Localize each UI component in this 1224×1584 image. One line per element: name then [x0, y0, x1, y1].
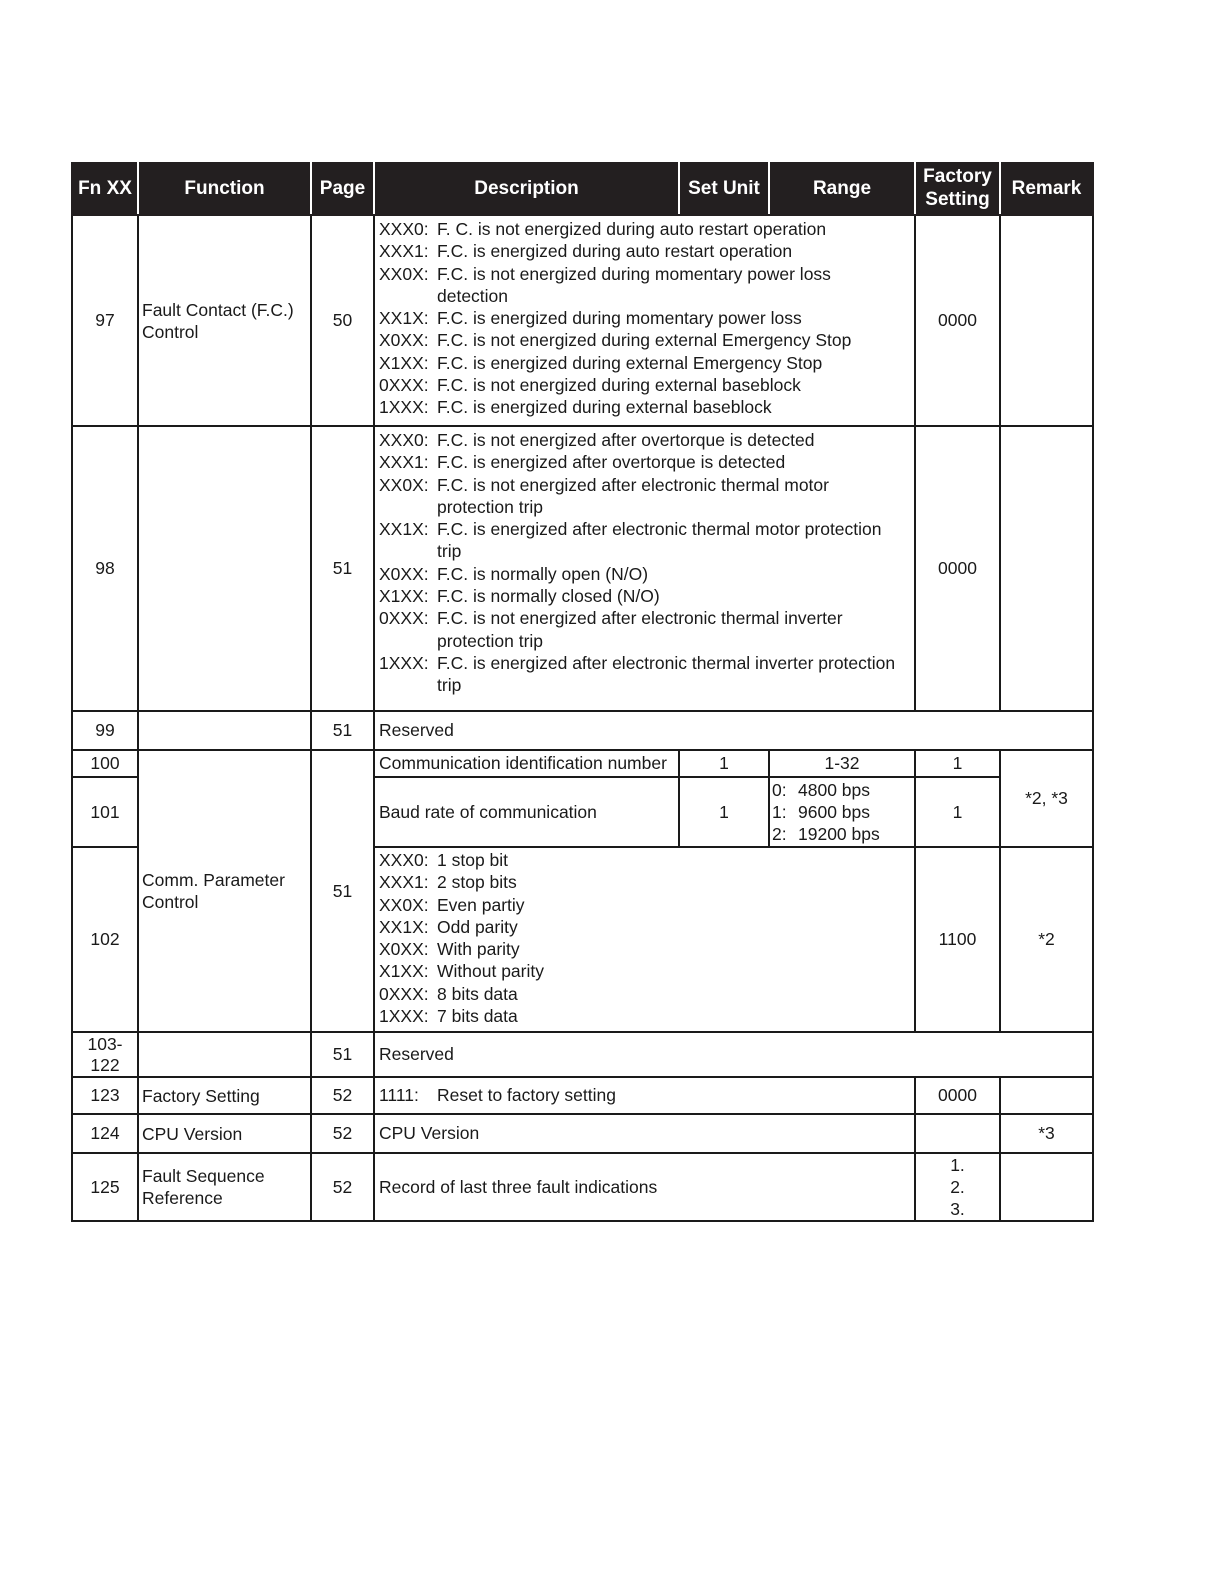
description-cell: [374, 1077, 915, 1114]
header-fn: Fn XX: [72, 163, 138, 215]
range-list: [772, 779, 914, 846]
setting-text: F.C. is energized after overtorque is detected: [437, 452, 786, 473]
setting-code: 1XXX:: [379, 1006, 429, 1027]
factory-cell: 1100: [915, 847, 1000, 1032]
range-text: 19200 bps: [798, 824, 880, 845]
description-cell: CPU Version: [374, 1114, 915, 1153]
setting-text: F.C. is energized during external Emergency Stop: [437, 352, 823, 373]
header-page: Page: [311, 163, 374, 215]
fn-cell: 123: [72, 1077, 138, 1114]
setting-code: XXX0:: [379, 219, 429, 239]
fn-cell: 101: [72, 777, 138, 847]
page-cell: 50: [311, 215, 374, 426]
fault-record-item: 3.: [950, 1199, 965, 1219]
page-cell: 51: [311, 750, 374, 1032]
page-cell: 52: [311, 1077, 374, 1114]
fault-record-item: 2.: [950, 1177, 965, 1197]
factory-cell: 0000: [915, 426, 1000, 711]
setting-text: F.C. is energized after electronic thermal motor protection trip: [437, 519, 882, 562]
setting-text: With parity: [437, 939, 520, 960]
fn-cell: 125: [72, 1153, 138, 1221]
description-list: [379, 218, 910, 419]
setting-code: XXX1:: [379, 241, 429, 262]
page-cell: 52: [311, 1153, 374, 1221]
setting-text: 8 bits data: [437, 983, 518, 1004]
setting-text: F.C. is energized during momentary power loss: [437, 308, 802, 329]
setting-text: F.C. is not energized after electronic thermal motor protection trip: [437, 474, 829, 517]
fn-cell: 103-122: [72, 1032, 138, 1077]
remark-cell: *2: [1000, 847, 1093, 1032]
description-cell: Reserved: [374, 1032, 1093, 1077]
description-list: [379, 429, 910, 697]
description-cell: Communication identification number: [374, 750, 679, 777]
page-cell: 51: [311, 426, 374, 711]
range-cell: [769, 777, 915, 847]
setting-text: F.C. is energized after electronic thermal inverter protection trip: [437, 652, 896, 696]
range-code: 0:: [772, 779, 787, 800]
setting-code: X0XX:: [379, 939, 429, 960]
header-factory-setting: Factory Setting: [915, 163, 1000, 215]
range-cell: 1-32: [769, 750, 915, 777]
remark-cell: [1000, 215, 1093, 426]
factory-cell: [915, 1153, 1000, 1221]
set-unit-cell: 1: [679, 750, 769, 777]
setting-text: 2 stop bits: [437, 872, 517, 893]
setting-text: 7 bits data: [437, 1006, 518, 1027]
header-row: [72, 163, 1093, 215]
setting-text: F.C. is normally open (N/O): [437, 563, 649, 584]
function-cell: Factory Setting: [138, 1077, 311, 1114]
fn-cell: 97: [72, 215, 138, 426]
description-cell: Record of last three fault indications: [374, 1153, 915, 1221]
setting-code: X0XX:: [379, 563, 429, 584]
function-cell: Fault Contact (F.C.) Control: [138, 215, 311, 426]
setting-text: F. C. is not energized during auto restart operation: [437, 219, 827, 239]
setting-code: XXX0:: [379, 430, 429, 450]
setting-code: XXX1:: [379, 872, 429, 893]
table-row: [72, 1032, 1093, 1077]
remark-cell: [1000, 1153, 1093, 1221]
remark-cell: *3: [1000, 1114, 1093, 1153]
fault-record-list: [916, 1154, 999, 1220]
table-row: [72, 750, 1093, 777]
setting-code: XX0X:: [379, 263, 429, 284]
set-unit-cell: 1: [679, 777, 769, 847]
header-set-unit: Set Unit: [679, 163, 769, 215]
description-cell: Reserved: [374, 711, 1093, 750]
setting-code: XXX0:: [379, 850, 429, 870]
table-row: [72, 426, 1093, 711]
header-function: Function: [138, 163, 311, 215]
page-cell: 51: [311, 1032, 374, 1077]
setting-code: 0XXX:: [379, 983, 429, 1004]
fn-cell: 98: [72, 426, 138, 711]
table-row: [72, 711, 1093, 750]
range-text: 9600 bps: [798, 801, 871, 822]
setting-code: XX0X:: [379, 474, 429, 495]
header-description: Description: [374, 163, 679, 215]
setting-code: 1XXX:: [379, 397, 429, 418]
function-cell: CPU Version: [138, 1114, 311, 1153]
setting-text: F.C. is not energized during external Emergency Stop: [437, 330, 852, 351]
fn-cell: 99: [72, 711, 138, 750]
range-text: 4800 bps: [798, 779, 871, 800]
description-cell: Baud rate of communication: [374, 777, 679, 847]
setting-code: X1XX:: [379, 961, 429, 982]
description-cell: [374, 426, 915, 711]
factory-cell: 0000: [915, 1077, 1000, 1114]
description-cell: [374, 847, 915, 1032]
setting-code: 1111:: [379, 1085, 419, 1105]
table-row: [72, 1153, 1093, 1221]
parameter-table: [71, 162, 1094, 1222]
setting-text: F.C. is not energized during momentary power loss detection: [437, 263, 831, 306]
function-cell: [138, 426, 311, 711]
fault-record-item: 1.: [950, 1155, 965, 1175]
setting-text: F.C. is not energized after overtorque is detected: [437, 430, 815, 450]
setting-text: F.C. is not energized after electronic thermal inverter protection trip: [437, 608, 843, 651]
fn-cell: 102: [72, 847, 138, 1032]
range-code: 1:: [772, 801, 787, 822]
fn-cell: 124: [72, 1114, 138, 1153]
setting-code: XXX1:: [379, 452, 429, 473]
setting-code: 1XXX:: [379, 652, 429, 673]
setting-text: Odd parity: [437, 916, 518, 937]
setting-text: F.C. is not energized during external baseblock: [437, 375, 801, 396]
table-row: [72, 215, 1093, 426]
setting-code: X0XX:: [379, 330, 429, 351]
description-list: [379, 849, 910, 1027]
header-range: Range: [769, 163, 915, 215]
function-cell: Fault Sequence Reference: [138, 1153, 311, 1221]
header-remark: Remark: [1000, 163, 1093, 215]
setting-code: 0XXX:: [379, 375, 429, 396]
setting-text: Without parity: [437, 961, 544, 982]
setting-code: X1XX:: [379, 586, 429, 607]
setting-code: X1XX:: [379, 352, 429, 373]
factory-cell: 1: [915, 777, 1000, 847]
factory-cell: 1: [915, 750, 1000, 777]
setting-text: 1 stop bit: [437, 850, 509, 870]
setting-text: F.C. is normally closed (N/O): [437, 586, 660, 607]
description-cell: [374, 215, 915, 426]
setting-code: XX1X:: [379, 519, 429, 540]
fn-cell: 100: [72, 750, 138, 777]
remark-cell: [1000, 1077, 1093, 1114]
remark-cell: [1000, 426, 1093, 711]
function-cell: [138, 711, 311, 750]
setting-code: XX0X:: [379, 894, 429, 915]
table-row: [72, 1077, 1093, 1114]
setting-text: F.C. is energized during auto restart operation: [437, 241, 793, 262]
setting-text: Even partiy: [437, 894, 525, 915]
setting-code: XX1X:: [379, 916, 429, 937]
setting-text: F.C. is energized during external baseblock: [437, 397, 772, 418]
remark-cell: *2, *3: [1000, 750, 1093, 847]
function-cell: Comm. Parameter Control: [138, 750, 311, 1032]
table-row: [72, 1114, 1093, 1153]
setting-code: 0XXX:: [379, 608, 429, 629]
setting-text: Reset to factory setting: [437, 1085, 616, 1105]
range-code: 2:: [772, 824, 787, 845]
factory-cell: [915, 1114, 1000, 1153]
setting-code: XX1X:: [379, 308, 429, 329]
factory-cell: 0000: [915, 215, 1000, 426]
page-cell: 52: [311, 1114, 374, 1153]
page-cell: 51: [311, 711, 374, 750]
function-cell: [138, 1032, 311, 1077]
